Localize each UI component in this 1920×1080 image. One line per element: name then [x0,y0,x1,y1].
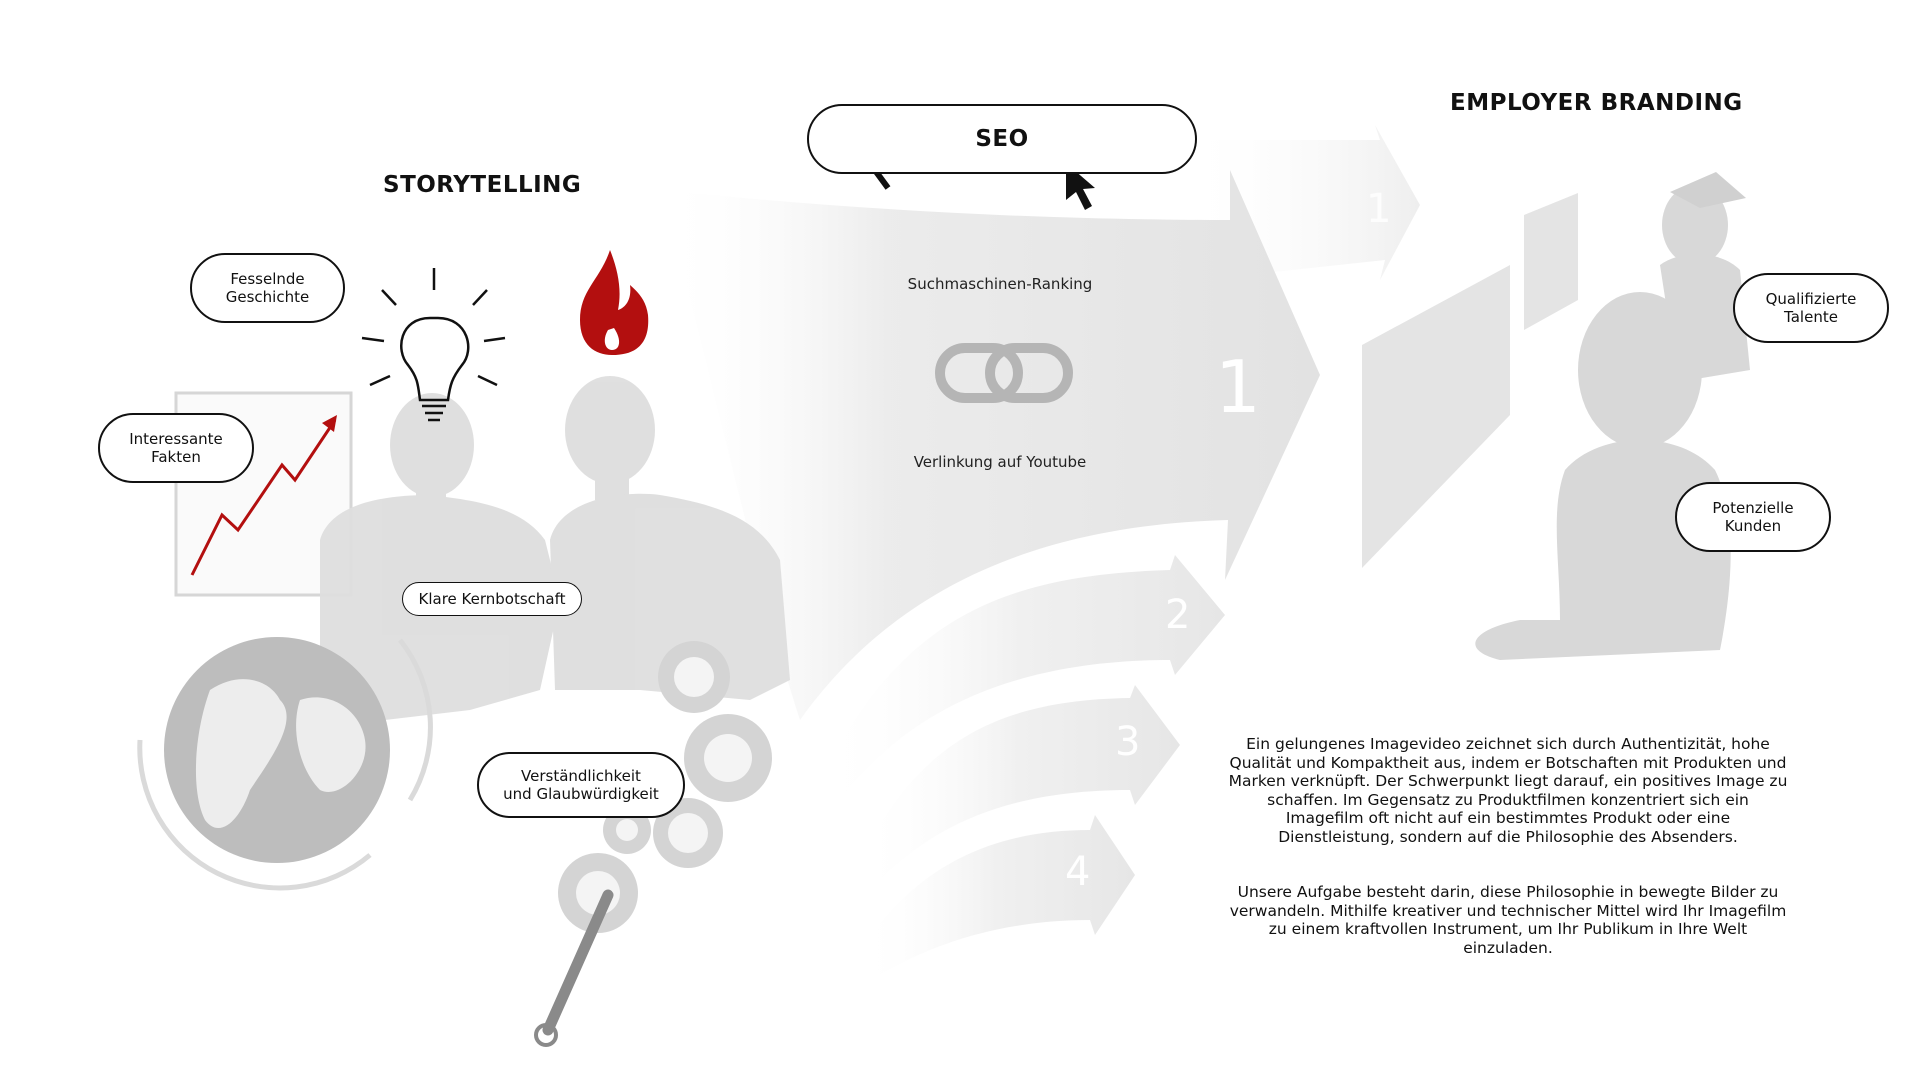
arrow-number-top: 1 [1366,186,1392,232]
pill-potential-customers: Potenzielle Kunden [1675,482,1831,552]
pill-qualified-talents: Qualifizierte Talente [1733,273,1889,343]
youtube-linking-label: Verlinkung auf Youtube [913,453,1087,471]
women-figures [1475,172,1750,660]
panel-left [1362,265,1510,568]
pill-interesting-facts: Interessante Fakten [98,413,254,483]
pill-clarity-credibility: Verständlichkeit und Glaubwürdigkeit [477,752,685,818]
employer-branding-heading: EMPLOYER BRANDING [1450,90,1743,116]
description-paragraph-1: Ein gelungenes Imagevideo zeichnet sich durch Authentizität, hohe Qualität und Kompaktheit aus, indem er Botschaften mit Produkten und Marken verknüpft. Der Schwerpunkt liegt darauf, ein positives Image zu schaffen. Im Gegensatz zu Produktfilmen konzentriert sich ein Imagefilm oft nicht auf ein bestimmtes Produkt oder eine Dienstleistung, sondern auf die Philosophie des Absenders. [1228,735,1788,846]
arrow-number-3: 3 [1115,719,1141,765]
arrow-number-1: 1 [1215,345,1261,429]
arrow-number-4: 4 [1065,849,1091,895]
seo-search-bar [807,104,1197,174]
storytelling-heading: STORYTELLING [383,172,582,198]
description-paragraph-2: Unsere Aufgabe besteht darin, diese Philosophie in bewegte Bilder zu verwandeln. Mithilfe kreativer und technischer Mittel wird Ihr Imagefilm zu einem kraftvollen Instrument, um Ihr Publikum in Ihre Welt einzuladen. [1229,883,1787,957]
pill-captivating-story: Fesselnde Geschichte [190,253,345,323]
pill-clear-message: Klare Kernbotschaft [402,582,582,616]
panel-right [1524,193,1578,330]
seo-label: SEO [975,126,1029,152]
arrow-number-2: 2 [1165,592,1191,638]
ranking-label: Suchmaschinen-Ranking [907,275,1093,293]
